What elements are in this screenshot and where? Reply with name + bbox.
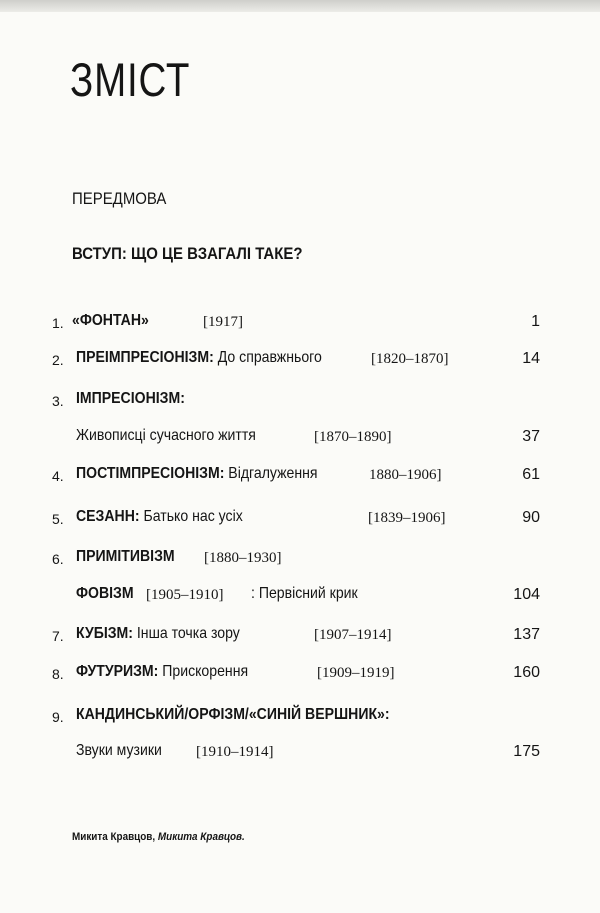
entry-title: ІМПРЕСІОНІЗМ: (76, 390, 185, 407)
entry-number: 4. (52, 468, 64, 484)
entry-page: 104 (513, 586, 540, 603)
toc-entry-1[interactable] (0, 312, 600, 338)
entry-page: 137 (513, 626, 540, 643)
toc-entry-5[interactable] (0, 508, 600, 534)
entry-page: 61 (522, 466, 540, 483)
toc-entry-9-subtitle[interactable] (0, 742, 600, 768)
top-scan-edge (0, 0, 600, 12)
entry-title: ПРЕІМПРЕСІОНІЗМ: До справжнього (76, 349, 322, 366)
toc-entry-6-fauvism[interactable] (0, 585, 600, 611)
toc-entry-3-subtitle[interactable] (0, 427, 600, 453)
entry-number: 3. (52, 393, 64, 409)
intro-heading[interactable]: ВСТУП: ЩО ЦЕ ВЗАГАЛІ ТАКЕ? (72, 244, 303, 263)
entry-page: 160 (513, 664, 540, 681)
entry-number: 9. (52, 709, 64, 725)
entry-title: ФОВІЗМ (76, 585, 134, 602)
entry-dates: [1870–1890] (314, 429, 392, 445)
preface-heading[interactable]: ПЕРЕДМОВА (72, 189, 167, 208)
entry-dates: [1839–1906] (368, 510, 446, 526)
entry-number: 7. (52, 628, 64, 644)
entry-page: 175 (513, 743, 540, 760)
toc-entry-2[interactable] (0, 349, 600, 375)
entry-title: ПОСТІМПРЕСІОНІЗМ: Відгалуження (76, 465, 318, 482)
entry-dates: [1820–1870] (371, 351, 449, 367)
entry-number: 6. (52, 551, 64, 567)
toc-entry-6[interactable] (0, 548, 600, 574)
entry-number: 8. (52, 666, 64, 682)
entry-title: КАНДИНСЬКИЙ/ОРФІЗМ/«СИНІЙ ВЕРШНИК»: (76, 706, 390, 723)
entry-title: Живописці сучасного життя (76, 427, 256, 444)
entry-subtitle: : Первісний крик (251, 585, 358, 602)
entry-dates: [1910–1914] (196, 744, 274, 760)
entry-number: 1. (52, 315, 64, 331)
toc-entry-9[interactable] (0, 706, 600, 732)
entry-title: КУБІЗМ: Інша точка зору (76, 625, 240, 642)
toc-entry-3[interactable] (0, 390, 600, 416)
entry-page: 14 (522, 350, 540, 367)
toc-entry-8[interactable] (0, 663, 600, 689)
entry-dates: 1880–1906] (369, 467, 442, 483)
credits-footer (72, 831, 245, 843)
page-title: ЗМІСТ (70, 53, 191, 106)
entry-dates: [1917] (203, 314, 243, 330)
designer-credit: Микита Кравцов. (157, 831, 245, 843)
entry-title: «ФОНТАН» (72, 312, 149, 329)
translator-credit: Микита Кравцов, (72, 831, 156, 843)
entry-dates: [1907–1914] (314, 627, 392, 643)
entry-page: 90 (522, 509, 540, 526)
entry-title: Звуки музики (76, 742, 162, 759)
entry-number: 5. (52, 511, 64, 527)
entry-page: 1 (531, 313, 540, 330)
entry-dates: [1880–1930] (204, 550, 282, 566)
toc-entry-4[interactable] (0, 465, 600, 491)
entry-title: СЕЗАНН: Батько нас усіх (76, 508, 243, 525)
entry-dates: [1905–1910] (146, 587, 224, 603)
entry-dates: [1909–1919] (317, 665, 395, 681)
entry-title: ПРИМІТИВІЗМ (76, 548, 175, 565)
entry-title: ФУТУРИЗМ: Прискорення (76, 663, 249, 680)
toc-entry-7[interactable] (0, 625, 600, 651)
entry-number: 2. (52, 352, 64, 368)
entry-page: 37 (522, 428, 540, 445)
